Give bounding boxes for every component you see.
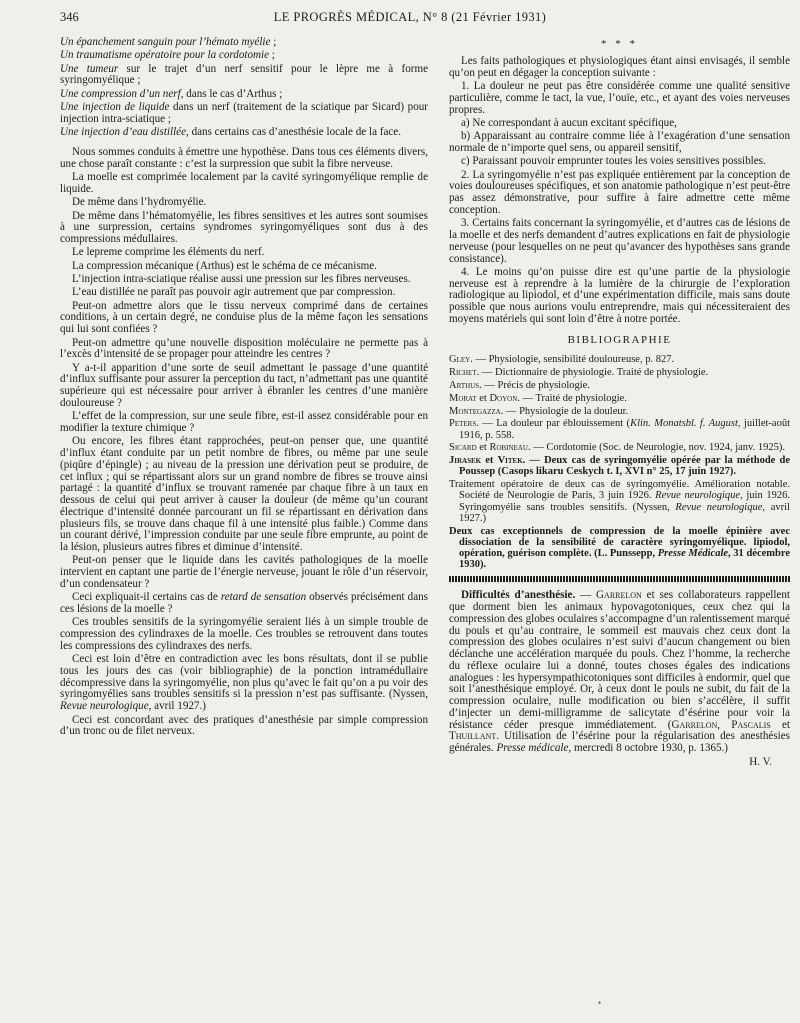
paragraph: L’effet de la compression, sur une seule fibre, est-il assez considérable pour en modifier la texture chimique ? bbox=[60, 410, 428, 434]
conclusion-point: 4. Le moins qu’on puisse dire est qu’une partie de la physiologie nerveuse est à reprendre à la lumière de la chirurgie de l’exploration radiologique au lipiodol, et d’une expérimentation difficile, mais sans doute possible que nous aurions voulu entreprendre, mais qui nécessiteraient des moyens matériels qui sont loin d’être à notre portée. bbox=[449, 265, 790, 325]
bibliography-entry: Richet. — Dictionnaire de physiologie. Traité de physiologie. bbox=[449, 367, 709, 379]
paragraph: Nous sommes conduits à émettre une hypothèse. Dans tous ces éléments divers, une chose paraît constante : c’est la surpression que subit la fibre nerveuse. bbox=[60, 145, 428, 170]
bibliography-entry: Gley. — Physiologie, sensibilité douloureuse, p. 827. bbox=[449, 354, 675, 366]
paragraph: Y a-t-il apparition d’une sorte de seuil admettant le passage d’une quantité d’influx suffisante pour assurer la perception du tact, n’admettant pas une quantité supérieure qui est nécessaire pour arriver à ébranler les centres d’une manière douloureuse ? bbox=[60, 361, 428, 409]
bibliography-entry: Sicard et Robineau. — Cordotomie (Soc. de Neurologie, nov. 1924, janv. 1925). bbox=[449, 442, 785, 454]
paragraph: Ceci est loin d’être en contradiction avec les bons résultats, dont il se publie tous les jours des cas (voir bibliographie) de la ponction intramédullaire décompressive dans la syringomyélie, non plus qu’avec le fait qu’on a pu voir des syringomyélies sans troubles sensitifs si la pression n’est pas suffisante. (Nyssen, Revue neurologique, avril 1927.) bbox=[60, 653, 428, 713]
bibliography-entry: Arthus. — Précis de physiologie. bbox=[449, 380, 590, 391]
bibliography-entry: Traitement opératoire de deux cas de syringomyélie. Amélioration notable. Société de Neurologie de Paris, 3 juin 1926. Revue neurologique, juin 1926. Syringomyélie sans troubles sensitifs. (Nyssen, Revue neurologique, avril 1927.) bbox=[449, 479, 791, 524]
right-column bbox=[449, 37, 790, 770]
list-item: Une tumeur sur le trajet d’un nerf sensitif pour le lèpre me à forme syringomyélique ; bbox=[60, 62, 429, 87]
conclusion-point: 1. La douleur ne peut pas être considérée comme une qualité sensitive particulière, comme le tact, la vue, l’ouïe, etc., et ayant des voies nerveuses propres. bbox=[449, 80, 790, 116]
notice-title: Difficultés d’anesthésie. bbox=[461, 589, 576, 602]
paragraph: L’eau distillée ne paraît pas pouvoir agir autrement que par compression. bbox=[72, 286, 396, 299]
bibliography-entry: Jirasek et Vitek. — Deux cas de syringomyélie opérée par la méthode de Poussep (Casops likaru Ceskych t. I, XVI n° 25, 17 juin 1927). bbox=[449, 455, 790, 478]
list-item: Un épanchement sanguin pour l’hémato myélie ; bbox=[60, 36, 277, 48]
journal-title: LE PROGRÈS MÉDICAL, N° 8 (21 Février 1931) bbox=[273, 10, 547, 24]
conclusion-point: 3. Certains faits concernant la syringomyélie, et d’autres cas de lésions de la moelle et des nerfs demandent d’autres explications en fait de physiologie nerveuse (pour lesquelles on ne peut qu’avancer des hypothèses sans grande consistance). bbox=[449, 217, 790, 265]
section-separator: * * * bbox=[601, 38, 638, 50]
list-item: Une injection de liquide dans un nerf (traitement de la sciatique par Sicard) pour injection intra-sciatique ; bbox=[60, 101, 428, 125]
signature: H. V. bbox=[749, 755, 772, 768]
page-blemish: • bbox=[598, 998, 602, 1008]
paragraph: Ces troubles sensitifs de la syringomyélie seraient liés à un simple trouble de compression des cylindraxes de la moelle. Ces troubles se retrouvent dans toutes les compressions des cylindraxes des nerfs. bbox=[60, 616, 428, 652]
section-divider bbox=[449, 576, 790, 582]
bibliography-entry: Morat et Doyon. — Traité de physiologie. bbox=[449, 392, 627, 404]
paragraph: La moelle est comprimée localement par la cavité syringomyélique remplie de liquide. bbox=[60, 171, 428, 195]
list-item: Une compression d’un nerf, dans le cas d’Arthus ; bbox=[60, 87, 283, 100]
bibliography-entry: Montegazza. — Physiologie de la douleur. bbox=[449, 405, 629, 417]
conclusion-point: 2. La syringomyélie n’est pas expliquée entièrement par la conception de voies douloureuses spécifiques, et son anatomie pathologique n’est peut-être pas assez démonstrative, pour suffire à faire admettre cette même conception. bbox=[449, 168, 790, 216]
sub-point: c) Paraissant pouvoir emprunter toutes les voies sensitives possibles. bbox=[461, 155, 766, 168]
paragraph: Peut-on admettre alors que le tissu nerveux comprimé dans de certaines conditions, à un certain degré, ne conduise plus de la même façon les sensations qui lui sont confiées ? bbox=[60, 299, 428, 336]
sub-point: a) Ne correspondant à aucun excitant spécifique, bbox=[461, 116, 677, 129]
paragraph: L’injection intra-sciatique réalise aussi une pression sur les fibres nerveuses. bbox=[72, 273, 411, 286]
bibliography-heading: BIBLIOGRAPHIE bbox=[567, 333, 672, 346]
running-header bbox=[60, 10, 760, 28]
paragraph: Ceci est concordant avec des pratiques d’anesthésie par simple compression d’un tronc ou de filet nerveux. bbox=[60, 713, 428, 738]
sub-point: b) Apparaissant au contraire comme liée à l’exagération d’une sensation normale de n’importe quel sens, ou appareil sensitif, bbox=[449, 130, 790, 155]
bibliography-entry: Peters. — La douleur par éblouissement (Klin. Monatsbl. f. August, juillet-août 1916, p. 558. bbox=[449, 418, 790, 441]
paragraph: De même dans l’hématomyélie, les fibres sensitives et les autres sont soumises à une surpression, certains syndromes syringomyéliques sont dus à des compressions médullaires. bbox=[60, 209, 428, 245]
paragraph: Ou encore, les fibres étant rapprochées, peut-on penser que, une quantité d’influx étant conduite par un petit nombre de fibres, ou même par une seule (piqûre d’épingle) ; au niveau de la pression une dérivation peut se produire, de cet influx ; qui se répartissant alors sur un grand nombre de fibres se trouve ainsi partagé : la quantité d’influx se trouvant ramenée par chaque fibre à un taux en dessous de celui qui peut arriver à causer la douleur (de même qu’un courant électrique d’intensité donnée parcourant un fil se répartissant en dérivation dans plusieurs fils, se trouve dans chaque fil à une intensité plus faible.) Comme dans un courant dérivé, l’impression conduite par une seule fibre emprunte, au point de la lésion, plusieurs autres fibres et diminue d’intensité. bbox=[60, 435, 428, 554]
paragraph: Les faits pathologiques et physiologiques étant ainsi envisagés, il semble qu’on peut en dégager la conception suivante : bbox=[449, 55, 790, 79]
bibliography-entry: Deux cas exceptionnels de compression de la moelle épinière avec dissociation de la sensibilité de caractère syringomyélique. lipiodol, opération, guérison complète. (L. Punssepp, Presse Médicale, 31 décembre 1930). bbox=[449, 525, 790, 571]
paragraph: De même dans l’hydromyélie. bbox=[72, 196, 207, 209]
paragraph: La compression mécanique (Arthus) est le schéma de ce mécanisme. bbox=[72, 259, 377, 272]
paragraph: Peut-on admettre qu’une nouvelle disposition moléculaire ne permette pas à l’excès d’intensité de se propager pour atteindre les centres ? bbox=[60, 336, 428, 361]
paragraph: Ceci expliquait-il certains cas de retard de sensation observés précisément dans ces lésions de la moelle ? bbox=[60, 591, 428, 616]
page-number: 346 bbox=[60, 10, 79, 24]
paragraph: Peut-on penser que le liquide dans les cavités pathologiques de la moelle intervient en captant une partie de l’énergie nerveuse, jouant le rôle d’un réservoir, d’un condensateur ? bbox=[60, 554, 428, 590]
notice-paragraph: Difficultés d’anesthésie. — Garrelon et ses collaborateurs rappellent que dorment bien les animaux hypovagotoniques, ceux chez qui la compression des globes oculaires s’accompagne d’un ralentissement marqué du pouls et qu’au contraire, le sommeil est mauvais chez ceux dont la compression des globes oculaires n’est suivi d’aucun changement ou bien déclanche une accélération marquée du pouls. Chez l’homme, la recherche du réflexe oculaire lui a donné, toutes choses égales des indications analogues : les hypersympathicotoniques sont difficiles à endormir, quel que soit l’anesthésique employé. Or, à ceux dont le pouls ne subit, du fait de la compression oculaire, nulle modification ou bien s’accélère, il suffit d’injecter un demi-milligramme de salicytate d’ésérine pour voir la résistance céder presque immédiatement. (Garrelon, Pascalis et Thuillant. Utilisation de l’ésérine pour la régularisation des anesthésies générales. Presse médicale, mercredi 8 octobre 1930, p. 1365.) bbox=[449, 589, 790, 755]
paragraph: Le lepreme comprime les éléments du nerf. bbox=[72, 246, 265, 259]
list-item: Un traumatisme opératoire pour la cordotomie ; bbox=[60, 49, 275, 62]
list-item: Une injection d’eau distillée, dans certains cas d’anesthésie locale de la face. bbox=[60, 126, 402, 139]
left-column bbox=[60, 37, 428, 740]
